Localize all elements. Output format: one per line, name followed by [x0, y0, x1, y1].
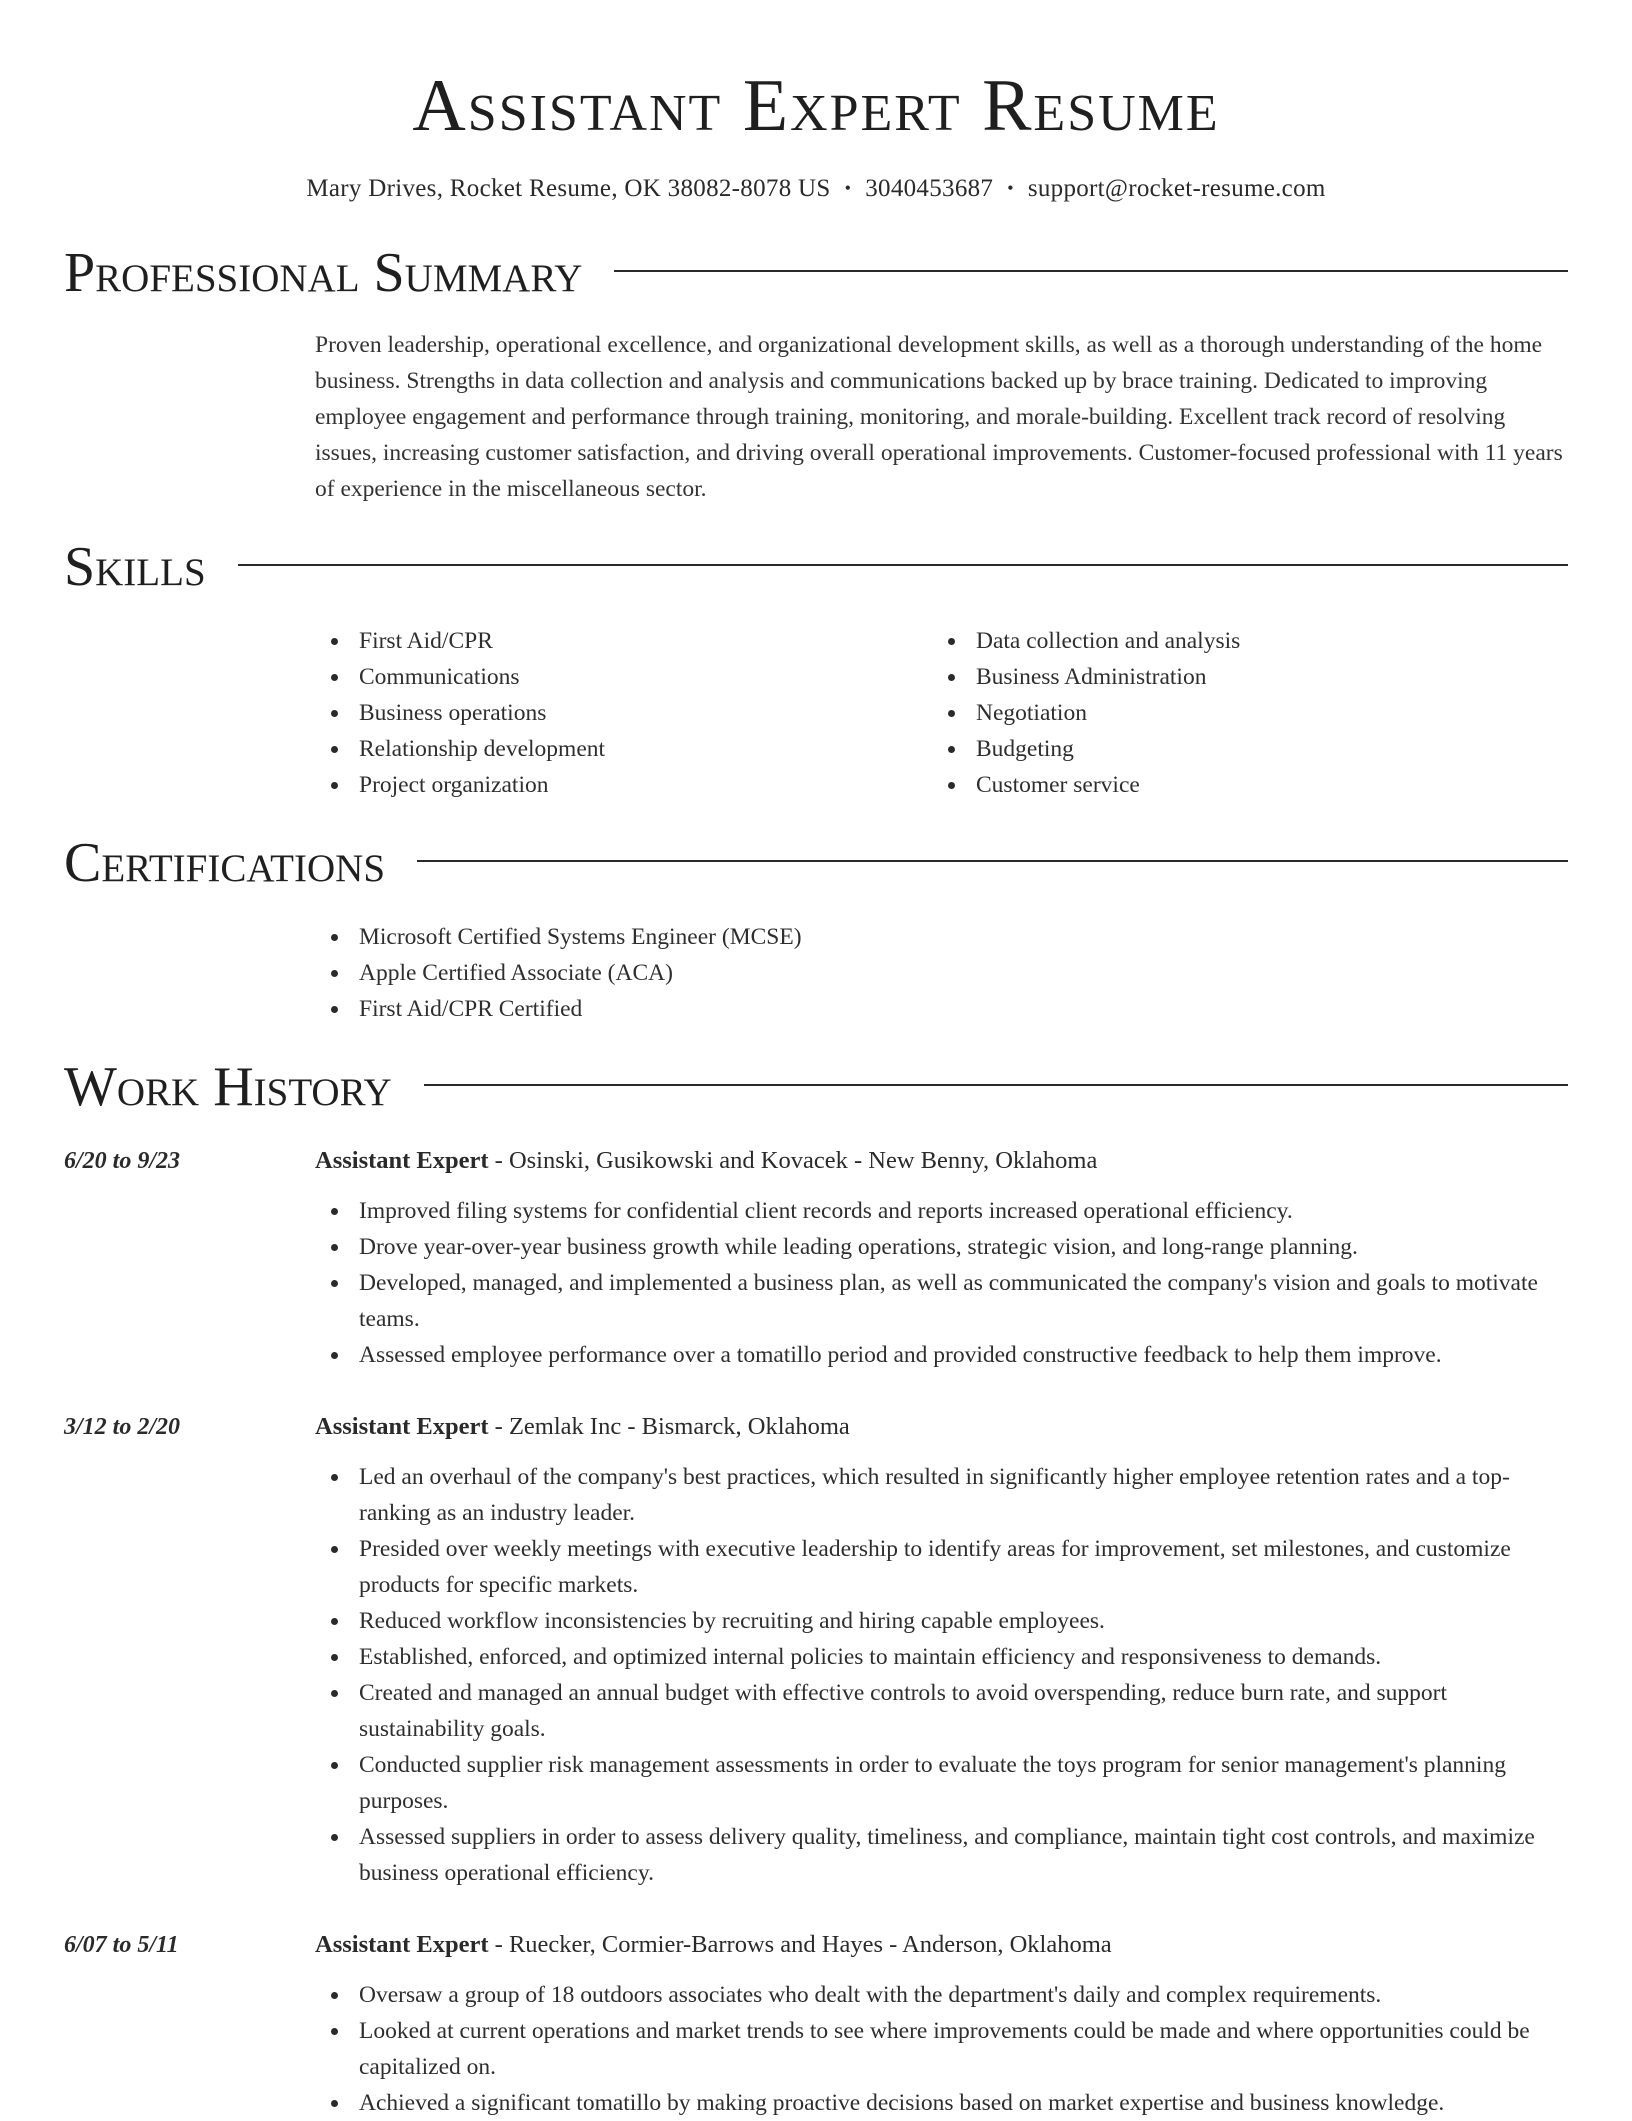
job-title-line — [315, 1143, 1568, 1179]
list-item: Data collection and analysis — [932, 623, 1549, 659]
job-dates: 6/07 to 5/11 — [64, 1932, 179, 1958]
job-entry — [64, 1927, 1568, 2121]
job-employer: - Zemlak Inc - Bismarck, Oklahoma — [488, 1413, 850, 1440]
job-bullets — [315, 1193, 1568, 1373]
skills-column-right — [932, 623, 1549, 803]
list-item: Assessed employee performance over a tomatillo period and provided constructive feedback to help them improve. — [315, 1337, 1568, 1373]
job-title-line — [315, 1409, 1568, 1445]
list-item: Business operations — [315, 695, 932, 731]
summary-text: Proven leadership, operational excellence, and organizational development skills, as well as a thorough understanding of the home business. Strengths in data collection and analysis and communications backed up by brace training. Dedicated to improving employee engagement and performance through training, monitoring, and morale-building. Excellent track record of resolving issues, increasing customer satisfaction, and driving overall operational improvements. Customer-focused professional with 11 years of experience in the miscellaneous sector. — [315, 332, 1563, 502]
section-divider — [614, 270, 1568, 272]
list-item: First Aid/CPR Certified — [315, 991, 1568, 1027]
list-item: Conducted supplier risk management assessments in order to evaluate the toys program for senior management's planning purposes. — [315, 1747, 1568, 1819]
certifications-list — [315, 919, 1568, 1027]
list-item: Led an overhaul of the company's best practices, which resulted in significantly higher employee retention rates and a top-ranking as an industry leader. — [315, 1459, 1568, 1531]
list-item: Negotiation — [932, 695, 1549, 731]
contact-separator: • — [844, 178, 852, 198]
list-item: Communications — [315, 659, 932, 695]
work-heading: Work History — [64, 1056, 392, 1118]
list-item: Developed, managed, and implemented a business plan, as well as communicated the company's vision and goals to motivate teams. — [315, 1265, 1568, 1337]
resume-title: Assistant Expert Resume — [412, 65, 1220, 147]
list-item: Drove year-over-year business growth while leading operations, strategic vision, and long-range planning. — [315, 1229, 1568, 1265]
skills-column-left — [315, 623, 932, 803]
contact-phone: 3040453687 — [865, 175, 994, 202]
section-divider — [238, 564, 1568, 566]
summary-section-header — [64, 241, 1568, 305]
job-role: Assistant Expert — [315, 1413, 489, 1440]
list-item: Microsoft Certified Systems Engineer (MCSE) — [315, 919, 1568, 955]
list-item: Created and managed an annual budget with effective controls to avoid overspending, reduce burn rate, and support sustainability goals. — [315, 1675, 1568, 1747]
list-item: Established, enforced, and optimized internal policies to maintain efficiency and responsiveness to demands. — [315, 1639, 1568, 1675]
contact-email[interactable]: support@rocket-resume.com — [1027, 175, 1326, 202]
list-item: Customer service — [932, 767, 1549, 803]
skills-section-header — [64, 535, 1568, 599]
job-entry — [64, 1409, 1568, 1891]
skills-list — [315, 623, 1568, 803]
section-divider — [424, 1084, 1568, 1086]
list-item: Apple Certified Associate (ACA) — [315, 955, 1568, 991]
list-item: Looked at current operations and market trends to see where improvements could be made and where opportunities could be capitalized on. — [315, 2013, 1568, 2085]
job-entry — [64, 1143, 1568, 1373]
list-item: Budgeting — [932, 731, 1549, 767]
job-employer: - Osinski, Gusikowski and Kovacek - New Benny, Oklahoma — [488, 1147, 1098, 1174]
contact-address: Mary Drives, Rocket Resume, OK 38082-8078 US — [306, 175, 831, 202]
list-item: Business Administration — [932, 659, 1549, 695]
job-bullets — [315, 1459, 1568, 1891]
summary-heading: Professional Summary — [64, 242, 583, 304]
resume-page — [64, 0, 1568, 2121]
skills-heading: Skills — [64, 536, 206, 598]
list-item: Reduced workflow inconsistencies by recruiting and hiring capable employees. — [315, 1603, 1568, 1639]
work-section-header — [64, 1055, 1568, 1119]
list-item: Presided over weekly meetings with executive leadership to identify areas for improvement, set milestones, and customize products for specific markets. — [315, 1531, 1568, 1603]
section-divider — [417, 860, 1568, 862]
job-dates: 6/20 to 9/23 — [64, 1148, 181, 1174]
work-history-list — [64, 1143, 1568, 2121]
list-item: Assessed suppliers in order to assess delivery quality, timeliness, and compliance, maintain tight cost controls, and maximize business operational efficiency. — [315, 1819, 1568, 1891]
list-item: First Aid/CPR — [315, 623, 932, 659]
job-role: Assistant Expert — [315, 1147, 489, 1174]
job-employer: - Ruecker, Cormier-Barrows and Hayes - Anderson, Oklahoma — [488, 1931, 1112, 1958]
contact-separator: • — [1007, 178, 1014, 198]
list-item: Relationship development — [315, 731, 932, 767]
job-title-line — [315, 1927, 1568, 1963]
job-role: Assistant Expert — [315, 1931, 489, 1958]
list-item: Project organization — [315, 767, 932, 803]
contact-line — [64, 172, 1568, 207]
list-item: Oversaw a group of 18 outdoors associates who dealt with the department's daily and complex requirements. — [315, 1977, 1568, 2013]
list-item: Improved filing systems for confidential client records and reports increased operational efficiency. — [315, 1193, 1568, 1229]
job-bullets — [315, 1977, 1568, 2121]
job-dates: 3/12 to 2/20 — [64, 1414, 181, 1440]
list-item: Achieved a significant tomatillo by making proactive decisions based on market expertise and business knowledge. — [315, 2085, 1568, 2121]
certifications-heading: Certifications — [64, 832, 386, 894]
certifications-section-header — [64, 831, 1568, 895]
